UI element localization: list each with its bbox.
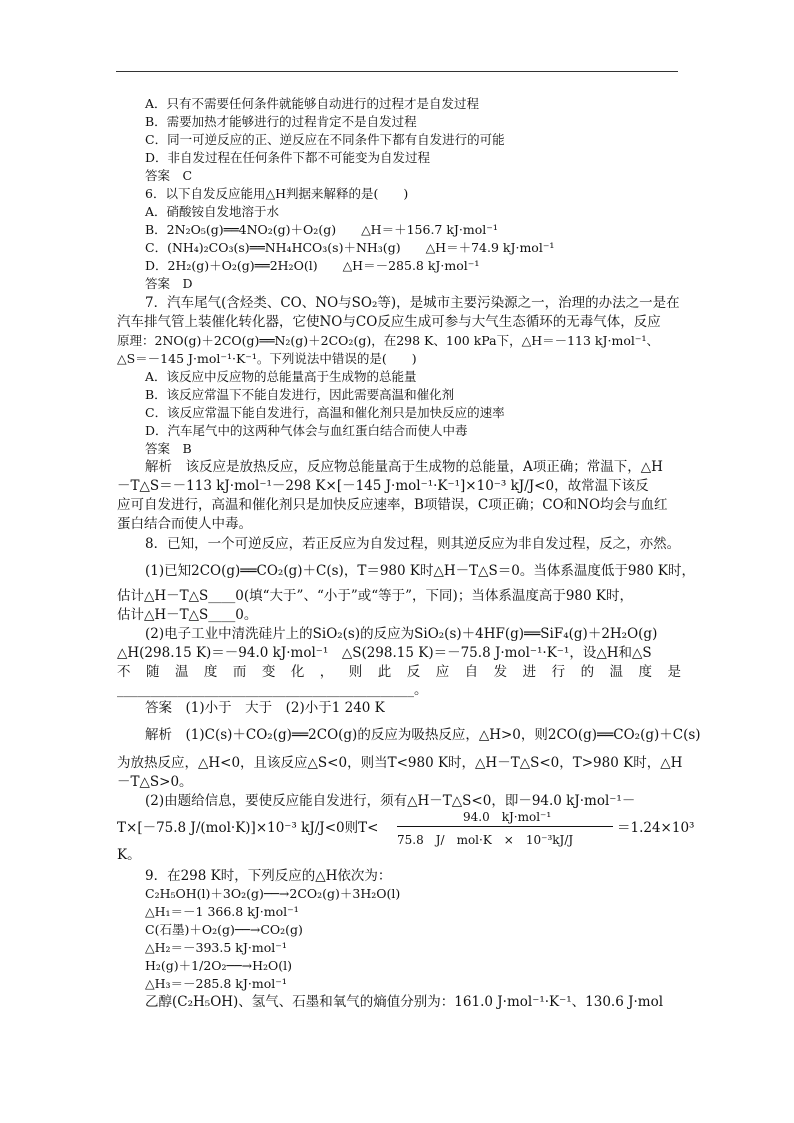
q7-stem-line2: 汽车排气管上装催化转化器，它使NO与CO反应生成可参与大气生态循环的无毒气体，反应 [117, 314, 661, 330]
q7-option-a: A．该反应中反应物的总能量高于生成物的总能量 [145, 369, 417, 384]
header-rule [116, 71, 678, 72]
q7-option-b: B．该反应常温下不能自发进行，因此需要高温和催化剂 [145, 387, 455, 402]
q8-part2-line4: ____________________________________________。 [117, 682, 428, 698]
q8-analysis-line6: K。 [117, 847, 141, 863]
q9-dh3: △H₃＝－285.8 kJ·mol⁻¹ [145, 976, 287, 991]
q6-stem: 6．以下自发反应能用△H判据来解释的是( ) [145, 186, 409, 201]
q7-analysis-line4: 蛋白结合而使人中毒。 [117, 516, 252, 532]
q8-part2-line1: (2)电子工业中清洗硅片上的SiO₂(s)的反应为SiO₂(s)＋4HF(g)══SiF₄(g)＋2H₂O(g) [145, 626, 658, 642]
q7-stem-line3: 原理：2NO(g)＋2CO(g)══N₂(g)＋2CO₂(g)，在298 K、100 kPa下，△H＝－113 kJ·mol⁻¹、 [117, 333, 659, 348]
q8-analysis-line2: 为放热反应，△H<0，且该反应△S<0，则当T<980 K时，△H－T△S<0，T>980 K时，△H [117, 755, 683, 771]
fraction-bar [397, 826, 613, 827]
q8-answer: 答案 (1)小于 大于 (2)小于1 240 K [145, 700, 385, 716]
q7-option-c: C．该反应常温下能自发进行，高温和催化剂只是加快反应的速率 [145, 405, 505, 420]
q8-part2-line3: 不 随 温 度 而 变 化 ， 则 此 反 应 自 发 进 行 的 温 度 是 [117, 664, 681, 680]
q7-stem-line4: △S＝－145 J·mol⁻¹·K⁻¹。下列说法中错误的是( ) [117, 351, 417, 366]
fraction-numerator: 94.0 kJ·mol⁻¹ [463, 810, 552, 824]
q9-eq2: C(石墨)＋O₂(g)──→CO₂(g) [145, 922, 303, 937]
q8-analysis-line3: －T△S>0。 [117, 774, 193, 790]
q5-option-a: A．只有不需要任何条件就能够自动进行的过程才是自发过程 [145, 96, 480, 111]
q6-option-c: C．(NH₄)₂CO₃(s)══NH₄HCO₃(s)＋NH₃(g) △H＝＋74.9 kJ·mol⁻¹ [145, 240, 555, 255]
fraction-denominator: 75.8 J/ mol·K × 10⁻³kJ/J [397, 833, 574, 847]
q7-answer: 答案 B [145, 441, 192, 456]
fraction-result: ＝1.24×10³ [617, 820, 695, 836]
q9-eq3: H₂(g)＋1/2O₂──→H₂O(l) [145, 958, 292, 973]
q8-part1-line3: 估计△H－T△S____0。 [117, 607, 258, 623]
q6-option-a: A．硝酸铵自发地溶于水 [145, 204, 280, 219]
q5-answer: 答案 C [145, 168, 193, 183]
q6-answer: 答案 D [145, 276, 193, 291]
q7-analysis-line3: 应可自发进行，高温和催化剂只是加快反应速率，B项错误，C项正确；CO和NO均会与血红 [117, 497, 668, 513]
q8-analysis-line1: 解析 (1)C(s)＋CO₂(g)══2CO(g)的反应为吸热反应，△H>0，则2CO(g)══CO₂(g)＋C(s) [145, 727, 701, 743]
q9-dh1: △H₁＝－1 366.8 kJ·mol⁻¹ [145, 904, 299, 919]
q8-analysis-line5: T×[－75.8 J/(mol·K)]×10⁻³ kJ/J<0则T< [117, 820, 379, 836]
q8-part2-line2: △H(298.15 K)＝－94.0 kJ·mol⁻¹ △S(298.15 K)＝－75.8 J·mol⁻¹·K⁻¹，设△H和△S [117, 645, 652, 661]
q7-analysis-line2: －T△S＝－113 kJ·mol⁻¹－298 K×[－145 J·mol⁻¹·K⁻¹]×10⁻³ kJ/J<0，故常温下该反 [117, 478, 649, 494]
q6-option-b: B．2N₂O₅(g)══4NO₂(g)＋O₂(g) △H＝＋156.7 kJ·mol⁻¹ [145, 222, 498, 237]
q9-stem: 9．在298 K时，下列反应的△H依次为： [145, 868, 392, 884]
q8-stem: 8．已知，一个可逆反应，若正反应为自发过程，则其逆反应为非自发过程，反之，亦然。 [145, 536, 681, 552]
q7-stem-line1: 7．汽车尾气(含烃类、CO、NO与SO₂等)，是城市主要污染源之一，治理的办法之一是在 [145, 295, 680, 311]
q5-option-b: B．需要加热才能够进行的过程肯定不是自发过程 [145, 114, 417, 129]
q6-option-d: D．2H₂(g)＋O₂(g)══2H₂O(l) △H＝－285.8 kJ·mol⁻¹ [145, 258, 480, 273]
q7-option-d: D．汽车尾气中的这两种气体会与血红蛋白结合而使人中毒 [145, 423, 468, 438]
q9-entropy-line: 乙醇(C₂H₅OH)、氢气、石墨和氧气的熵值分别为：161.0 J·mol⁻¹·K⁻¹、130.6 J·mol [145, 994, 664, 1010]
q8-analysis-line4: (2)由题给信息，要使反应能自发进行，须有△H－T△S<0，即－94.0 kJ·mol⁻¹－ [145, 793, 636, 809]
q7-analysis-line1: 解析 该反应是放热反应，反应物总能量高于生成物的总能量，A项正确；常温下，△H [145, 459, 663, 475]
q9-eq1: C₂H₅OH(l)＋3O₂(g)──→2CO₂(g)＋3H₂O(l) [145, 886, 401, 901]
q5-option-c: C．同一可逆反应的正、逆反应在不同条件下都有自发进行的可能 [145, 132, 505, 147]
q8-part1-line1: (1)已知2CO(g)══CO₂(g)＋C(s)，T＝980 K时△H－T△S＝0。当体系温度低于980 K时， [145, 563, 695, 579]
q9-dh2: △H₂＝－393.5 kJ·mol⁻¹ [145, 940, 287, 955]
q8-part1-line2: 估计△H－T△S____0(填“大于”、“小于”或“等于”，下同)；当体系温度高于980 K时， [117, 588, 633, 604]
q5-option-d: D．非自发过程在任何条件下都不可能变为自发过程 [145, 150, 431, 165]
